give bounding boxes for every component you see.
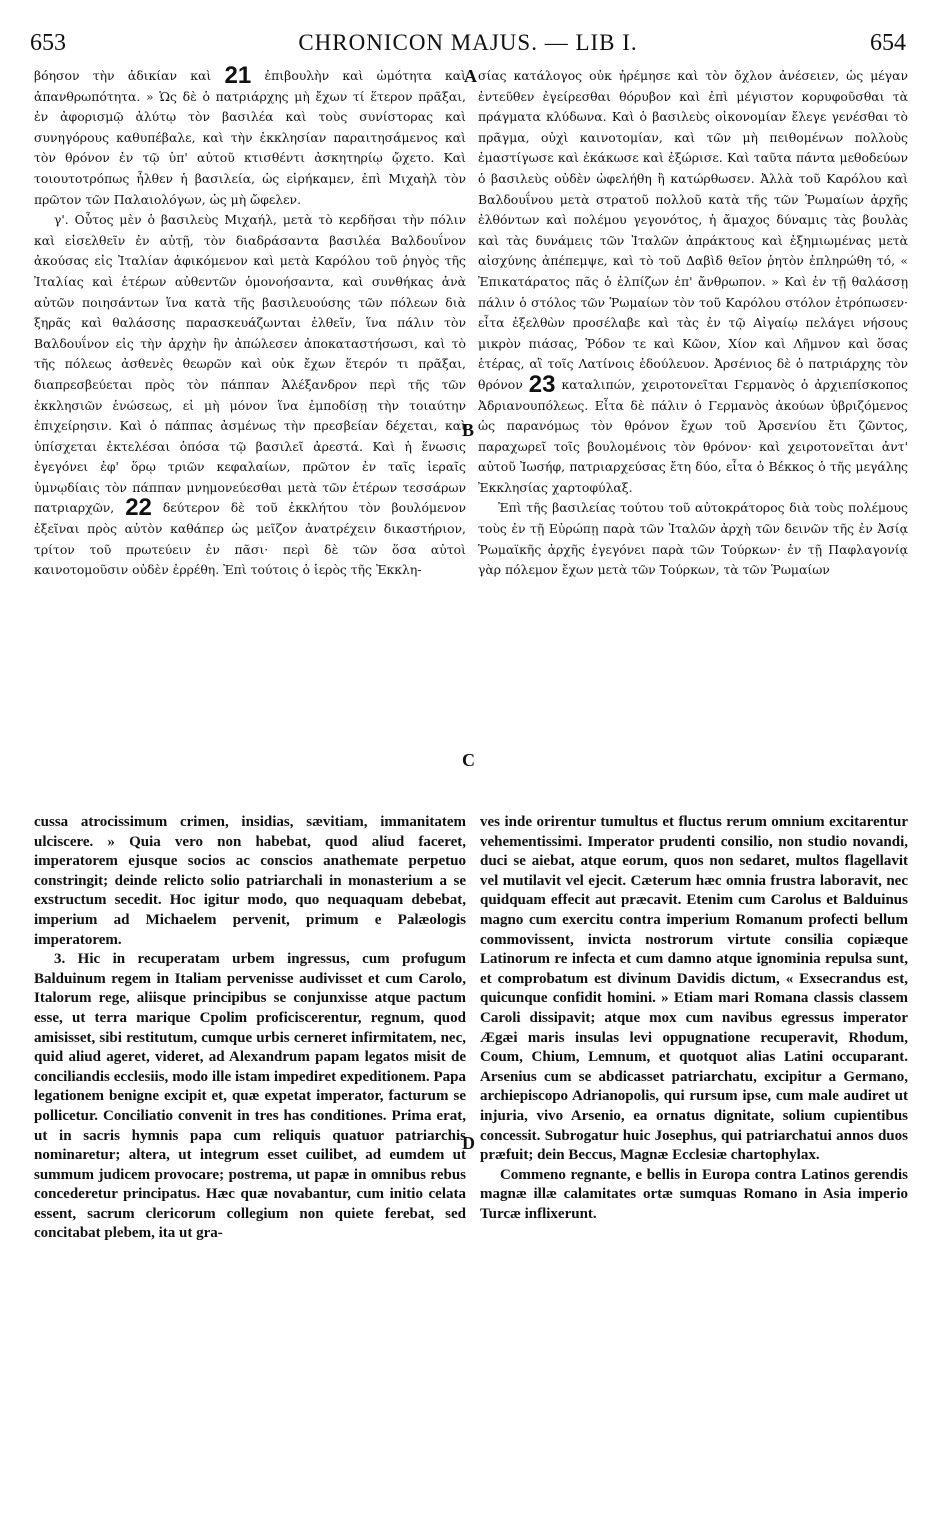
latin-paragraph: Commeno regnante, e bellis in Europa contra Latinos gerendis magnæ illæ calamitates ortæ sumquas Romano in Asia imperio Turcæ inflixerunt. (480, 1166, 908, 1222)
running-title: CHRONICON MAJUS. — LIB I. (298, 30, 638, 55)
greek-text: βόησον τὴν ἀδικίαν καὶ (34, 68, 212, 83)
latin-text-left-column (34, 813, 466, 1244)
margin-letter-d: D (462, 1133, 475, 1153)
greek-paragraph (34, 62, 466, 210)
section-number-23: 23 (528, 370, 556, 398)
section-number-21: 21 (224, 62, 252, 89)
margin-letter-c: C (462, 750, 475, 770)
section-number-22: 22 (125, 494, 152, 522)
latin-paragraph: 3. Hic in recuperatam urbem ingressus, cum profugum Balduinum regem in Italiam pervenisse audivisset et cum Carolo, Italorum rege, aliisque principibus se conjunxisse atque pactum esse, ut terra marique Cpolim proficiscerentur, regnum, quod amisisset, sibi restitutum, cumque urbis cerneret infirmitatem, nec, quid aliud ageret, videret, ad Alexandrum papam legatos misit de conciliandis ecclesiis, modo ille istam impediret expeditionem. Papa legationem benigne excipit et, quæ expetat imperator, facturum se pollicetur. Conciliatio convenit in tres has conditiones. Prima erat, ut in sacris hymnis papa cum reliquis quatuor patriarchis nominaretur; altera, ut integrum esset cuilibet, ad eumdem ut summum judicem provocare; postrema, ut papæ in omnibus rebus concederetur principatus. Hæc quæ novabantur, cum initio celata essent, sacrum clericorum collegium non quiete ferebat, sed concitabat plebem, ita ut gra- (34, 951, 466, 1242)
greek-paragraph (478, 66, 908, 498)
greek-text: ἐπιβουλὴν καὶ ὠμότητα καὶ ἀπανθρωπότητα. » Ὡς δὲ ὁ πατριάρχης μὴ ἔχων τί ἕτερον πρᾶξαι, ἐν ἀφορισμῷ ἀλύτῳ τὸν βασιλέα καὶ τοὺς συνίστορας καὶ συνηγόρους καθυπέβαλε, καὶ τὴν ἐκκλησίαν παραιτησάμενος καὶ τὸν θρόνον ἐν τῷ ὑπ' αὐτοῦ κτισθέντι ἀσκητηρίῳ ᾤχετο. Καὶ τοιουτοτρόπως ἦλθεν ἡ βασιλεία, ὡς εἰρήκαμεν, ἐπὶ Μιχαὴλ τὸν πρῶτον τῶν Παλαιολόγων, ὡς μὴ ὤφελεν. (34, 68, 466, 207)
left-page-number: 653 (30, 30, 66, 56)
greek-text: σίας κατάλογος οὐκ ἠρέμησε καὶ τὸν ὄχλον ἀνέσειεν, ὡς μέγαν ἐντεῦθεν ἐγείρεσθαι θόρυβον καὶ ἐπὶ μέγιστον κορυφοῦσθαι τὰ πράγματα κλύδωνα. Καὶ ὁ βασιλεὺς οἰκονομίαν ἔλεγε γενέσθαι τὸ πρᾶγμα, οὐχὶ καινοτομίαν, καὶ τῶν μὴ πειθομένων πολλοὺς ἐμαστίγωσε καὶ ἐκάκωσε καὶ ἐξώρισε. Καὶ ταῦτα πάντα μεθοδεύων ὁ βασιλεὺς οὐδὲν ὠφελήθη ἢ κατώρθωσεν. Ἀλλὰ τοῦ Καρόλου καὶ Βαλδουΐνου μετὰ στρατοῦ πολλοῦ κατὰ τῆς τῶν Ῥωμαίων ἀρχῆς ἐλθόντων καὶ πολέμου γεγονότος, ἡ ἄμαχος δύναμις τὰς βουλὰς καὶ τὰς δυνάμεις τῶν Ἰταλῶν ἀπράκτους καὶ ἐξημιωμένας μετὰ αἰσχύνης ἀπέπεμψε, καὶ τὸ τοῦ Δαβὶδ θεῖον ῥητὸν ἐπληρώθη τό, « Ἐπικατάρατος πᾶς ὁ ἐλπίζων ἐπ' ἄνθρωπον. » Καὶ ἐν τῇ θαλάσσῃ πάλιν ὁ στόλος τῶν Ῥωμαίων τὸν τοῦ Καρόλου στόλον ἐτρόπωσεν· εἶτα ἐξελθὼν προσέλαβε καὶ τὰς ἐν τῷ Αἰγαίῳ πελάγει νήσους μικρὸν πιάσας, Ῥόδον τε καὶ Κῶον, Χίον καὶ Λῆμνον καὶ ὅσας ἑτέρας, αἳ τοῖς Λατίνοις ἐδούλευον. Ἀρσένιος δὲ ὁ πατριάρχης τὸν θρόνον (478, 68, 908, 392)
greek-paragraph: Ἐπὶ τῆς βασιλείας τούτου τοῦ αὐτοκράτορος διὰ τοὺς πολέμους τοὺς ἐν τῇ Εὐρώπῃ παρὰ τῶν Ἰταλῶν ἀρχὴ τῶν δεινῶν τῆς ἐν Ἀσίᾳ Ῥωμαϊκῆς ἀρχῆς ἐγεγόνει παρὰ τῶν Τούρκων· ἐν τῇ Παφλαγονίᾳ γὰρ πόλεμον ἔχων μετὰ τῶν Τούρκων, τὰ τῶν Ῥωμαίων (478, 500, 908, 578)
greek-text: καταλιπών, χειροτονεῖται Γερμανὸς ὁ ἀρχιεπίσκοπος Ἀδριανουπόλεως. Εἶτα δὲ πάλιν ὁ Γερμανὸς ἀκούων ὑβριζόμενος ὡς παρανόμως τὸν θρόνον ἔχων τοῦ Ἀρσενίου ἔτι ζῶντος, παραχωρεῖ τοῖς βουλομένοις τὸν θρόνον· καὶ χειροτονεῖται ἀντ' αὐτοῦ Ἰωσήφ, πατριαρχεύσας ἔτη δύο, εἶτα ὁ Βέκκος ὁ τῆς μεγάλης Ἐκκλησίας χαρτοφύλαξ. (478, 376, 908, 495)
margin-letter-b: B (462, 420, 475, 440)
greek-text: γ'. Οὗτος μὲν ὁ βασιλεὺς Μιχαήλ, μετὰ τὸ κερδῆσαι τὴν πόλιν καὶ εἰσελθεῖν ἐν αὐτῇ, τὸν διαδράσαντα βασιλέα Βαλδουΐνον ἀκούσας εἰς Ἰταλίαν ἀφικόμενον καὶ μετὰ Καρόλου τοῦ ῥηγὸς τῆς Ἰταλίας καὶ ἑτέρων αὐθεντῶν ὁμονοήσαντα, καὶ συνθήκας ἀνὰ αὐτῶν ποιησάντων ἵνα κατὰ τῆς βασιλευούσης τῶν πόλεων διὰ ξηρᾶς καὶ θαλάσσης παρασκευάζωνται ἐλθεῖν, ἵνα πάλιν τὸν Βαλδουΐνον εἰς τὴν ἀρχὴν ἣν ἀπώλεσεν ἀποκαταστήσωσι, καὶ τὸ τῆς πόλεως ἀσθενὲς θεωρῶν καὶ οὐκ ἔχων ἕτερόν τι πρᾶξαι, διαπρεσβεύεται πρὸς τὸν πάππαν Ἀλέξανδρον περὶ τῆς τῶν ἐκκλησιῶν ἑνώσεως, εἰ μὴ μόνον ἵνα ἐμποδίσῃ τὴν τοιαύτην ἐπιχείρησιν. Καὶ ὁ πάππας ἀσμένως τὴν πρεσβείαν δέχεται, καὶ ὑπίσχεται ἐκτελέσαι ὁπόσα τῷ βασιλεῖ ἀρεστά. Καὶ ἡ ἕνωσις ἐγεγόνει ἐφ' ὅρῳ τριῶν κεφαλαίων, πρῶτον ἐν ταῖς ἱεραῖς ὑμνῳδίαις τὸν πάππαν μνημονεύεσθαι μετὰ τῶν ἑτέρων τεσσάρων πατριαρχῶν, (34, 212, 466, 516)
margin-letter-a: A (464, 66, 477, 86)
latin-paragraph: ves inde orirentur tumultus et fluctus rerum omnium excitarentur vehementissimi. Imperator prudenti consilio, non studio novandi, duci se aiebat, atque eorum, quos non sedaret, multos flagellavit vel mutilavit vel ejecit. Cæterum hæc omnia frustra laboravit, nec quidquam effecit aut præcavit. Etenim cum Carolus et Balduinus magno cum exercitu contra imperium Romanum profecti bellum commovissent, invicta nostrorum virtute consilia copiæque Latinorum re infecta et cum damno atque ignominia repulsa sunt, et comprobatum est divinum Davidis dictum, « Exsecrandus est, quicunque confidit homini. » Etiam mari Romana classis classem Caroli dissipavit; atque mox cum navibus egressus imperator Ægæi maris insulas levi oppugnatione recuperavit, Rhodum, Coum, Chium, Lemnum, et quotquot alias Latini occuparant. Arsenius cum se abdicasset patriarchatu, excipitur a Germano, archiepiscopo Adrianopolis, qui rursum ipse, cum male audiret ut injuria, vivo Arsenio, ea ornatus dignitate, solium cupientibus concessit. Subrogatur huic Josephus, qui patriarchatui annos duos præfuit; dein Beccus, Magnæ Ecclesiæ chartophylax. (480, 814, 908, 1164)
greek-paragraph (34, 210, 466, 581)
greek-text: δεύτερον δὲ τοῦ ἐκκλήτου τὸν βουλόμενον ἐξεῖναι πρὸς αὐτὸν καθάπερ ὡς μεῖζον ἀνατρέχειν δικαστήριον, τρίτον τοῦ πρωτεύειν ἐν πᾶσι· περὶ δὲ τῶν ὅσα αὐτοὶ καινοτομοῦσιν οὐδὲν ἐρρέθη. Ἐπὶ τούτοις ὁ ἱερὸς τῆς Ἐκκλη- (34, 500, 466, 578)
latin-text-right-column (480, 813, 908, 1224)
greek-text-left-column (34, 62, 466, 581)
page-header (30, 30, 906, 62)
right-page-number: 654 (870, 30, 906, 56)
greek-text-right-column (478, 66, 908, 581)
latin-paragraph: cussa atrocissimum crimen, insidias, sævitiam, immanitatem ulciscere. » Quia vero non habebat, quod aliud faceret, imperatorem ejusque socios ac conscios anathemate perpetuo constringit; deinde relicto solio patriarchali in monasterium a se exstructum secedit. Hoc igitur modo, quo nequaquam debebat, imperium ad Michaelem pervenit, primum e Palæologis imperatorem. (34, 814, 466, 948)
